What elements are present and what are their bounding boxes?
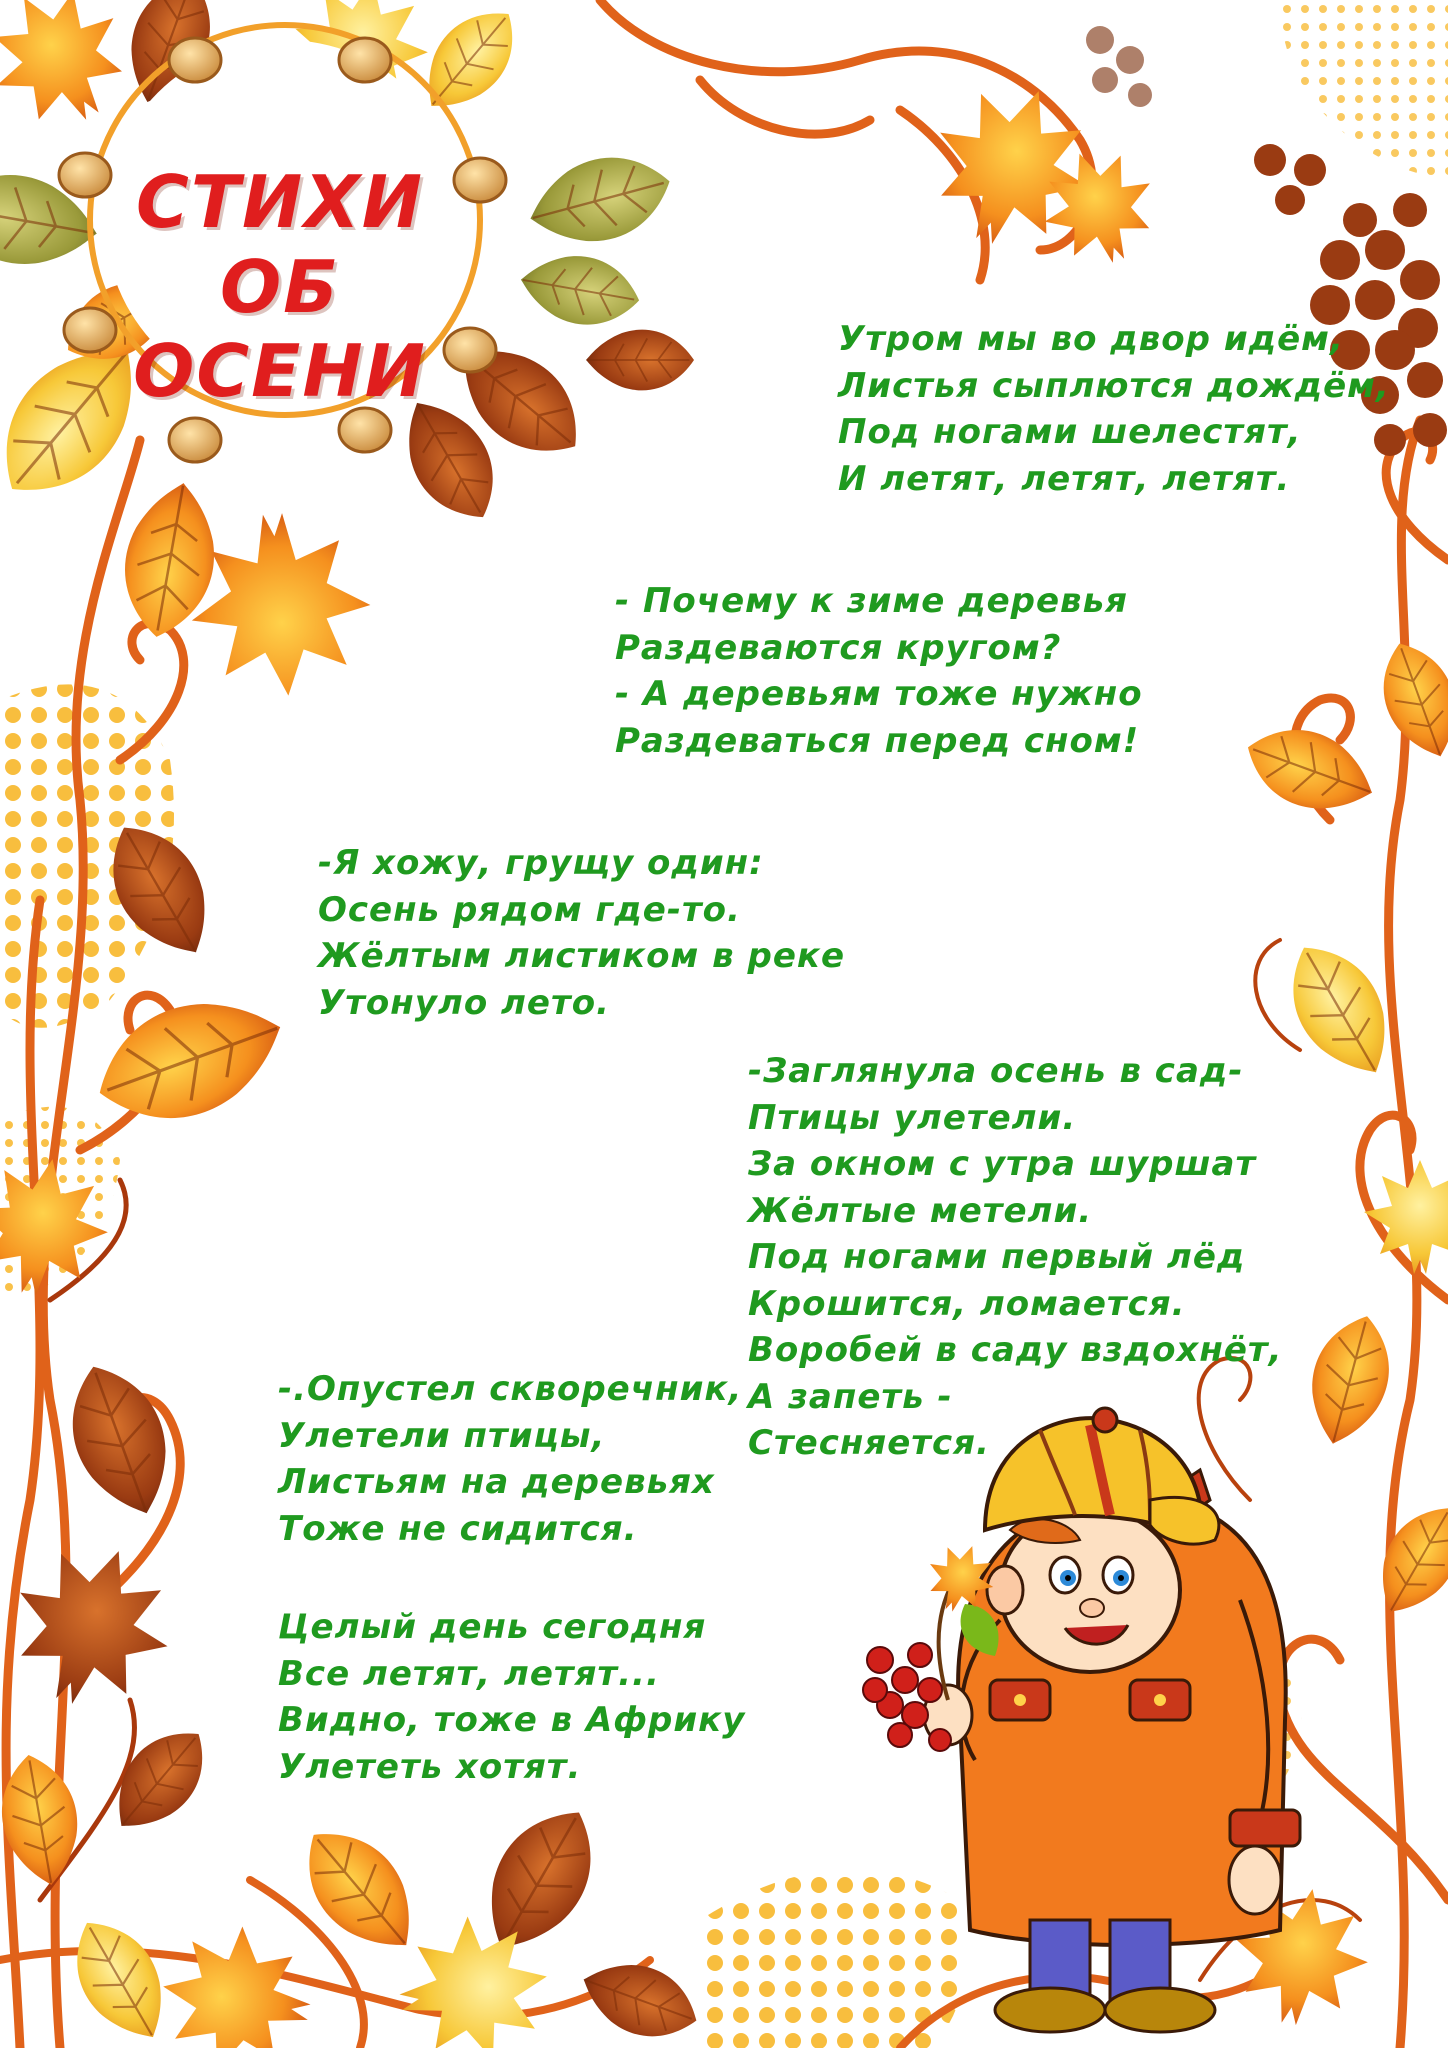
poem-line: Листьям на деревьях (278, 1462, 715, 1502)
poem-line: А запеть - (748, 1376, 953, 1417)
poem-line: - А деревьям тоже нужно (615, 674, 1143, 714)
poem-line: Крошится, ломается. (748, 1283, 1186, 1324)
poem-line: -.Опустел скворечник, (278, 1369, 743, 1409)
title-line-2: ОБ ОСЕНИ (133, 245, 427, 413)
poem-line: Птицы улетели. (748, 1097, 1077, 1138)
poem-line: Улетели птицы, (278, 1415, 606, 1456)
poem-line: Осень рядом где-то. (318, 889, 741, 930)
title-line-1: СТИХИ (136, 160, 424, 244)
poem-line: Под ногами шелестят, (838, 412, 1302, 452)
poem-line: Раздеваться перед сном! (615, 720, 1140, 761)
poem-line: Все летят, летят... (278, 1653, 660, 1694)
poem-line: Жёлтым листиком в реке (318, 936, 846, 976)
poem-3 (318, 840, 845, 1026)
poem-line: Раздеваются кругом? (615, 627, 1062, 668)
poem-line: Утром мы во двор идём, (838, 319, 1344, 359)
poem-line: За окном с утра шуршат (748, 1144, 1257, 1184)
poem-line: Воробей в саду вздохнёт, (748, 1330, 1283, 1370)
poem-line: Стесняется. (748, 1423, 990, 1463)
poem-line: Тоже не сидится. (278, 1508, 638, 1549)
poem-line: Под ногами первый лёд (748, 1237, 1246, 1277)
poem-1 (838, 316, 1390, 502)
poem-2 (615, 578, 1143, 764)
poem-line: Листья сыплются дождём, (838, 365, 1390, 406)
poem-line: И летят, летят, летят. (838, 458, 1291, 499)
poem-line: Жёлтые метели. (748, 1190, 1093, 1231)
title-block (60, 110, 500, 413)
poem-line: -Я хожу, грущу один: (318, 843, 764, 883)
poem-line: -Заглянула осень в сад- (748, 1051, 1244, 1091)
poem-line: Целый день сегодня (278, 1607, 707, 1647)
poem-5 (278, 1366, 742, 1552)
poem-4 (748, 1048, 1283, 1467)
poem-line: Улететь хотят. (278, 1746, 582, 1787)
poem-line: - Почему к зиме деревья (615, 581, 1128, 621)
poem-line: Видно, тоже в Африку (278, 1700, 746, 1740)
poem-6 (278, 1604, 745, 1790)
poem-line: Утонуло лето. (318, 982, 610, 1023)
